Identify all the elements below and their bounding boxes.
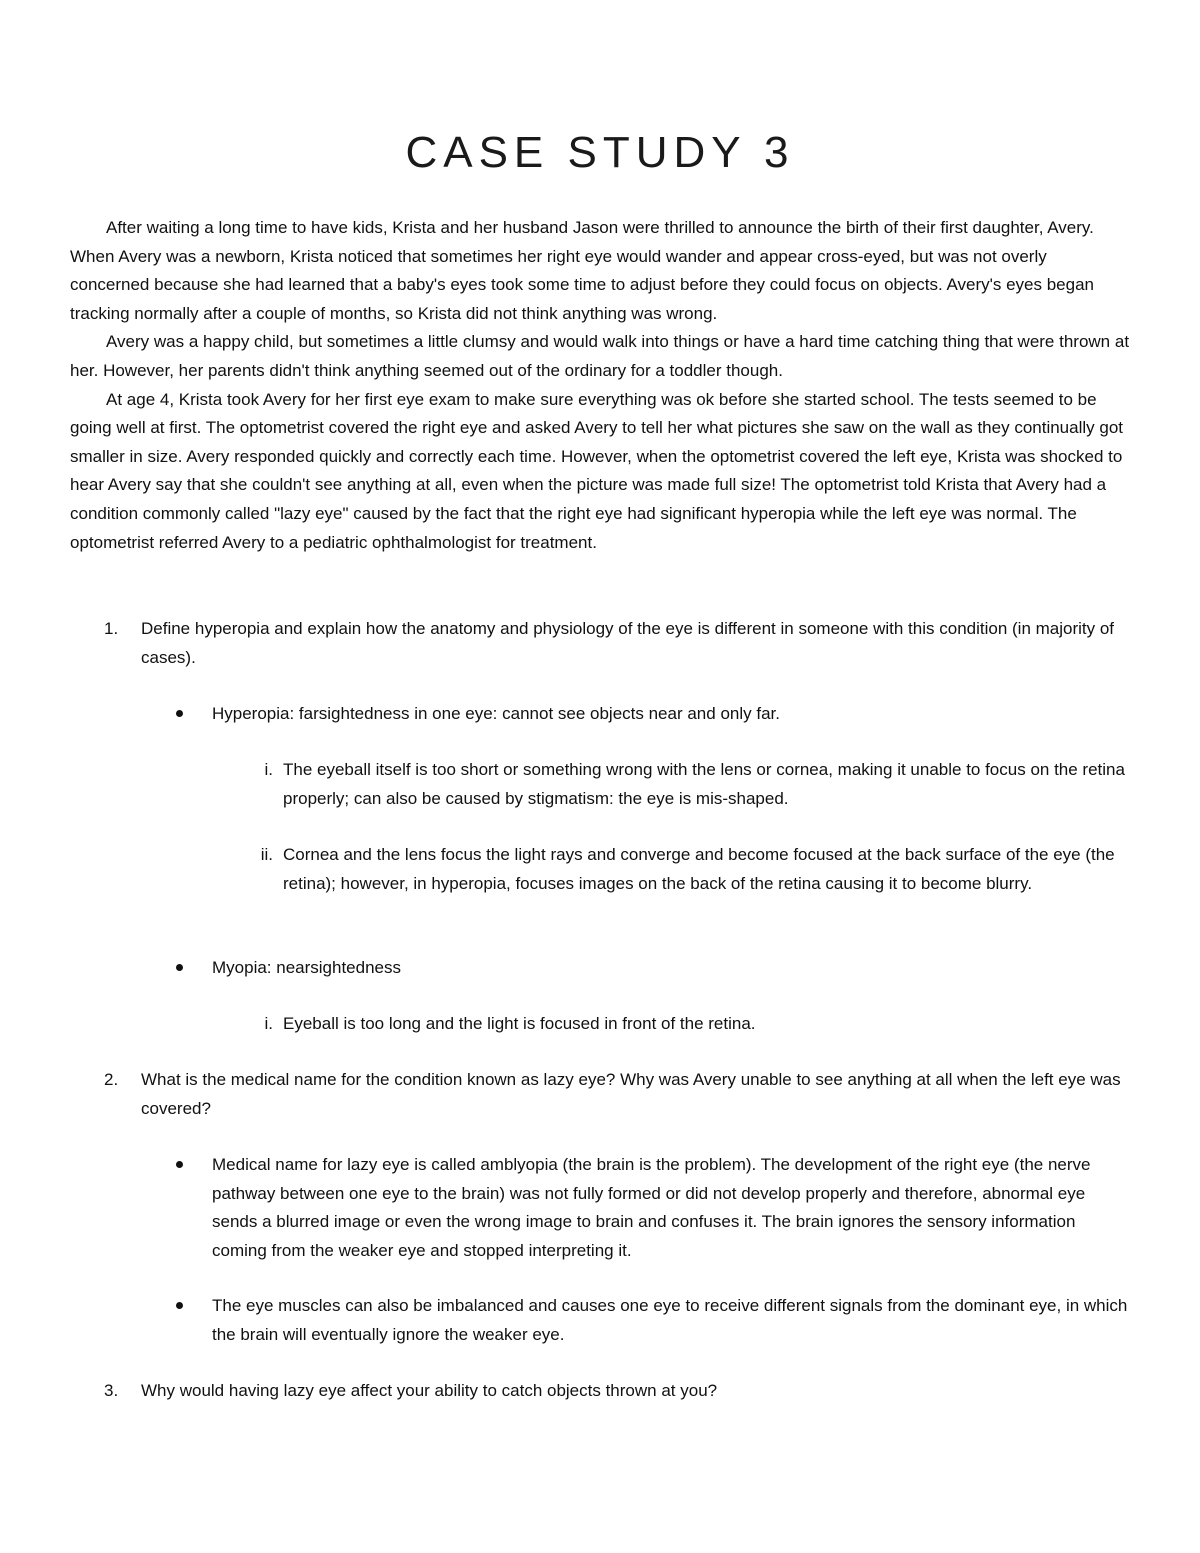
bullet-icon (176, 710, 183, 717)
roman-numeral: ii. (260, 845, 273, 864)
answer-subitem (264, 756, 1133, 813)
question-text: What is the medical name for the condition known as lazy eye? Why was Avery unable to see anything at all when the left eye was covered? (141, 1070, 1121, 1118)
bullet-text: The eye muscles can also be imbalanced and causes one eye to receive different signals from the dominant eye, in which the brain will eventually ignore the weaker eye. (212, 1296, 1128, 1344)
bullet-text: Medical name for lazy eye is called amblyopia (the brain is the problem). The development of the right eye (the nerve pathway between one eye to the brain) was not fully formed or did not develop properly and therefore, abnormal eye sends a blurred image or even the wrong image to brain and confuses it. The brain ignores the sensory information coming from the weaker eye and stopped interpreting it. (212, 1155, 1091, 1260)
case-narrative (70, 214, 1130, 557)
intro-paragraph-3: At age 4, Krista took Avery for her first eye exam to make sure everything was ok before she started school. The tests seemed to be going well at first. The optometrist covered the right eye and asked Avery to tell her what pictures she saw on the wall as they continually got smaller in size. Avery responded quickly and correctly each time. However, when the optometrist covered the left eye, Krista was shocked to hear Avery say that she couldn't see anything at all, even when the picture was made full size! The optometrist told Krista that Avery had a condition commonly called "lazy eye" caused by the fact that the right eye had significant hyperopia while the left eye was normal. The optometrist referred Avery to a pediatric ophthalmologist for treatment. (70, 389, 1123, 552)
subitem-text: The eyeball itself is too short or something wrong with the lens or cornea, making it unable to focus on the retina properly; can also be caused by stigmatism: the eye is mis-shaped. (283, 760, 1125, 808)
question-text: Define hyperopia and explain how the anatomy and physiology of the eye is different in someone with this condition (in majority of cases). (141, 619, 1115, 667)
answer-subitem (264, 1010, 1133, 1039)
bullet-text: Myopia: nearsightedness (212, 958, 402, 977)
answer-bullet (212, 1151, 1132, 1265)
roman-numeral: i. (264, 760, 273, 779)
subitem-text: Eyeball is too long and the light is focused in front of the retina. (283, 1014, 756, 1033)
question-2 (104, 1066, 1121, 1123)
question-1 (104, 615, 1121, 672)
question-number: 2. (104, 1070, 119, 1089)
question-3 (104, 1377, 1121, 1406)
answer-bullet (212, 1292, 1132, 1349)
page-title: CASE STUDY 3 (405, 128, 795, 177)
bullet-icon (176, 964, 183, 971)
bullet-text: Hyperopia: farsightedness in one eye: cannot see objects near and only far. (212, 704, 780, 723)
question-number: 1. (104, 619, 119, 638)
intro-paragraph-1: After waiting a long time to have kids, Krista and her husband Jason were thrilled to announce the birth of their first daughter, Avery. When Avery was a newborn, Krista noticed that sometimes her right eye would wander and appear cross-eyed, but was not overly concerned because she had learned that a baby's eyes took some time to adjust before they could focus on objects. Avery's eyes began tracking normally after a couple of months, so Krista did not think anything was wrong. (70, 218, 1094, 323)
bullet-icon (176, 1302, 183, 1309)
question-number: 3. (104, 1381, 119, 1400)
subitem-text: Cornea and the lens focus the light rays and converge and become focused at the back surface of the eye (the retina); however, in hyperopia, focuses images on the back of the retina causing it to become blurry. (283, 845, 1115, 893)
roman-numeral: i. (264, 1014, 273, 1033)
answer-bullet (212, 954, 1132, 983)
bullet-icon (176, 1161, 183, 1168)
answer-bullet (212, 700, 1132, 729)
question-text: Why would having lazy eye affect your ability to catch objects thrown at you? (141, 1381, 718, 1400)
answer-subitem (260, 841, 1133, 898)
intro-paragraph-2: Avery was a happy child, but sometimes a little clumsy and would walk into things or have a hard time catching thing that were thrown at her. However, her parents didn't think anything seemed out of the ordinary for a toddler though. (70, 332, 1130, 380)
